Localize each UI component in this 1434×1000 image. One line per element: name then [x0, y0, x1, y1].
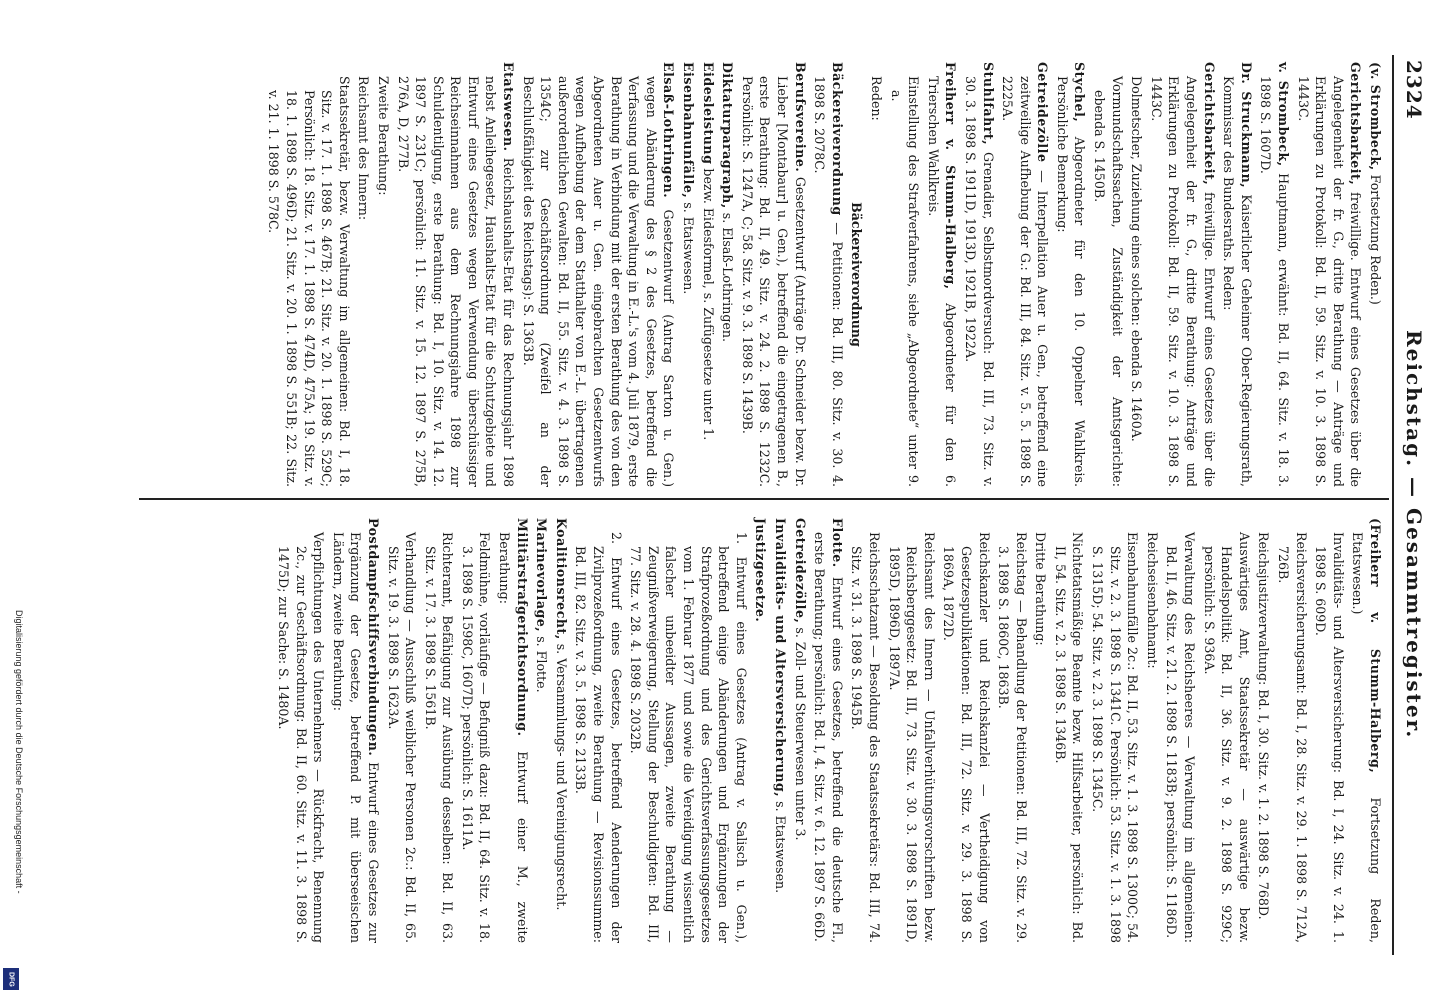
entry-text: Reichsamt des Innern: [356, 76, 372, 221]
register-entry [679, 62, 697, 487]
entry-text: Reichsversicherungsamt: Bd. I, 28. Sitz. v. 29. 1. 1898 S. 712A, 726B. [1276, 532, 1309, 943]
register-entry [1366, 62, 1384, 487]
register-entry [552, 518, 570, 943]
entry-text: Richteramt, Befähigung zur Ausübung desselben: Bd. II, 63. Sitz. v. 17. 3. 1898 S. 1561B. [422, 532, 456, 943]
entry-text: s. Versammlungs- und Vereinigungsrecht. [553, 639, 569, 911]
entry-text: Gesetzentwurf (Antrag Sarton u. Gen.) wegen Abänderung des § 2 des Gesetzes, betreffend die Verfassung und die Verwaltung in E.-L.'s vom 4. Juli 1879, erste Berathung in Verbindung mit der ersten Berathung des von den Abgeordneten Auer u. Gen. eingebrachten Gesetzentwurfs wegen Aufhebung der dem Statthalter von E.-L. übertragenen außerordentlichen Gewalten: Bd. II, 55. Sitz. v. 4. 3. 1898 S. 1354C; zur Geschäftsordnung (Zweifel an der Beschlußfähigkeit des Reichstags): S. 1363B. [520, 76, 677, 487]
entry-text: s. Etatswesen. [773, 797, 788, 894]
entry-text: Reichsamt des Innern — Unfallverhütungsvorschriften bezw. Reichsberggesetz: Bd. III, 73. Sitz. v. 30. 3. 1898 S. 1891D, 1895D, 1896D, 1897A. [886, 532, 937, 943]
register-entry [1349, 518, 1384, 943]
register-entry [1274, 518, 1309, 943]
right-column [272, 518, 1384, 943]
entry-text: 1. Entwurf eines Gesetzes (Antrag v. Salisch u. Gen.), betreffend einige Abänderungen und Ergänzungen der Strafprozeßordnung und des Gerichtsverfassungsgesetzes vom 1. Februar 1877 und sowie die Vereidigung wissentlich falscher unbeeidter Aussagen, zweite Berathung — Zeugnißverweigerung, Stellung der Beschuldigten: Bd. III, 77. Sitz. v. 28. 4. 1898 S. 2032B. [628, 532, 749, 943]
page-number: 2324 [1402, 60, 1426, 120]
entry-text: Gesetzentwurf (Anträge Dr. Schneider bezw. Dr. Lieber [Montabaur] u. Gen.), betreffend die eingetragenen B., erste Berathung: Bd. II, 49. Sitz. v. 24. 2. 1898 S. 1232C. Persönlich: S. 1247A, C; 58. Sitz. v. 9. 3. 1898 S. 1439B. [739, 76, 808, 487]
entry-headword: v. Strombeck, [1276, 62, 1292, 167]
entry-headword: Dr. Struckmann, [1238, 62, 1254, 189]
entry-text: Einstellung des Strafverfahrens, siehe „Abgeordnete“ unter 9. a. [888, 76, 922, 487]
register-entry [885, 518, 938, 943]
register-entry [374, 62, 392, 487]
entry-text: Reichstag — Behandlung der Petitionen: Bd. III, 72. Sitz. v. 29. 3. 1898 S. 1860C, 1863B. [996, 532, 1029, 943]
register-entry [1255, 518, 1273, 943]
entry-headword: Invaliditäts- und Altersversicherung, [773, 518, 788, 798]
entry-text: freiwillige. Entwurf eines Gesetzes über die Angelegenheit der fr. G., dritte Berathung — Anträge und Erklärungen zu Protokoll: Bd. II, 59. Sitz. v. 10. 3. 1898 S. 1443C. [1295, 76, 1364, 487]
entry-headword: Diktaturparagraph, [720, 62, 736, 209]
register-entry [1163, 518, 1198, 943]
entry-text: Invaliditäts- und Altersversicherung: Bd. I, 24. Sitz. v. 24. 1. 1898 S. 609D. [1313, 532, 1346, 943]
entry-text: Nichtetatsmäßige Beamte bezw. Hilfsarbeiter, persönlich: Bd. II, 54. Sitz. v. 2. 3. 1898 S. 1346B. [1052, 532, 1086, 943]
entry-text: bezw. Eidesformel, s. Zufügesetze unter 1. [700, 164, 716, 441]
entry-headword: Militärstrafgerichtsordnung. [514, 518, 530, 737]
entry-headword: Justizgesetze. [753, 518, 769, 623]
entry-text: Entwurf einer M., zweite Berathung: [497, 532, 530, 943]
register-entry [1220, 62, 1255, 487]
register-entry [1200, 518, 1253, 943]
entry-headword: Postdampfschiffsverbindungen. [365, 518, 381, 757]
register-entry [384, 518, 419, 943]
register-entry [867, 62, 885, 487]
entry-text: freiwillige. Entwurf eines Gesetzes über die Angelegenheit der fr. G., dritte Berathung: Anträge und Erklärungen zu Protokoll: Bd. II, 59. Sitz. v. 10. 3. 1898 S. 1443C. [1148, 76, 1217, 487]
section-heading: Bäckereiverordnung [849, 202, 865, 347]
register-entry [1147, 62, 1217, 487]
entry-headword: Berufsvereine. [792, 62, 808, 173]
entry-text: Dritte Berathung: [1033, 532, 1049, 646]
entry-headword: Freiherr v. Stumm-Halberg, [943, 62, 959, 290]
entry-text: Reichskanzler und Reichskanzlei — Vertheidigung von Gesetzespublikationen: Bd. III, 72. Sitz. v. 29. 3. 1898 S. 1869A, 1872D. [941, 532, 992, 943]
entry-headword: Gerichtsbarkeit, [1348, 62, 1364, 186]
register-entry [791, 518, 809, 943]
register-entry [458, 518, 493, 943]
register-entry [811, 518, 846, 943]
entry-headword: (Freiherr v. Stumm-Halberg, [1368, 518, 1383, 774]
register-entry [394, 62, 517, 487]
entry-text: Reichsjustizverwaltung: Bd. I, 30. Sitz. v. 1. 2. 1898 S. 768D. [1256, 532, 1272, 920]
register-entry [771, 518, 789, 943]
register-entry [265, 62, 353, 487]
entry-text: Entwurf eines Gesetzes, betreffend die deutsche Fl., erste Berathung; persönlich: Bd. I, 4. Sitz. v. 6. 12. 1897 S. 66D. [812, 532, 845, 943]
register-entry [519, 62, 677, 487]
entry-text: Reichsschatzamt — Besoldung des Staatssekretärs: Bd. III, 74. Sitz. v. 31. 3. 1898 S. 1945B. [849, 532, 882, 943]
entry-headword: Marinevorlage, [534, 518, 550, 633]
dfg-logo: DFG [3, 968, 19, 990]
entry-headword: Eidesleistung [700, 62, 716, 165]
register-entry [572, 518, 625, 943]
entry-text: Abgeordneter für den 6. Trierschen Wahlkreis. [925, 76, 959, 487]
register-entry [961, 62, 996, 487]
register-entry [1294, 62, 1364, 487]
entry-headword: Eisenbahnunfälle, [681, 62, 697, 199]
entry-text: 2. Entwurf eines Gesetzes, betreffend Aenderungen der Zivilprozeßordnung, zweite Berathung — Revisionssumme: Bd. III, 82. Sitz. v. 3. 5. 1898 S. 2133B. [573, 532, 624, 943]
register-entry [995, 518, 1030, 943]
register-entry [752, 518, 770, 943]
left-column [263, 62, 1384, 487]
entry-text: Vormundschaftssachen, Zuständigkeit der Amtsgerichte: ebenda S. 1450B. [1092, 76, 1125, 487]
entry-headword: Bäckereiverordnung [829, 62, 845, 216]
entry-text: Reden: [868, 76, 884, 121]
entry-headword: Getreidezölle, [792, 518, 808, 624]
entry-text: s. Elsaß-Lothringen. [720, 208, 736, 342]
entry-text: Feldmühne, vorläufige — Befugniß dazu: Bd. II, 64. Sitz. v. 18. 3. 1898 S. 1598C, 1607D; persönlich: S. 1611A. [459, 532, 493, 943]
register-entry [1143, 518, 1161, 943]
register-entry [738, 62, 808, 487]
entry-headword: Flotte. [829, 518, 845, 568]
entry-text: Hauptmann, erwähnt: Bd. II, 64. Sitz. v. 18. 3. 1898 S. 1607D. [1258, 76, 1292, 487]
entry-text: Entwurf eines Gesetzes zur Ergänzung der Gesetze, betreffend P. mit überseeischen Ländern, zweite Berathung: [330, 532, 381, 943]
entry-text: Auswärtiges Amt, Staatssekretär — auswärtige bezw. Handelspolitik: Bd. II, 36. Sitz. v. 9. 2. 1898 S. 929C; persönlich: S. 936A. [1201, 532, 1252, 943]
register-entry [719, 62, 737, 487]
register-entry [999, 62, 1052, 487]
entry-text: Eisenbahnunfälle 2c.: Bd. II, 53. Sitz. v. 1. 3. 1898 S. 1300C; 54. Sitz. v. 2. 3. 1898 S. 1341C. Persönlich: 53. Sitz. v. 1. 3. 1898 S. 1315D; 54. Sitz. v. 2. 3. 1898 S. 1345C. [1090, 532, 1141, 943]
column-divider [139, 498, 1389, 500]
entry-text: Fortsetzung Reden, Etatswesen.) [1350, 532, 1383, 943]
entry-text: Verwaltung des Reichsheeres — Verwaltung im allgemeinen: Bd. II, 46. Sitz. v. 21. 2. 1898 S. 1183B; persönlich: S. 1186D. [1164, 532, 1198, 943]
register-entry [1091, 62, 1126, 487]
digitization-note-text: Digitalisierung gefördert durch die Deutsche Forschungsgemeinschaft - [14, 610, 24, 894]
entry-headword: Stychel, [1072, 62, 1088, 123]
entry-text: — Petitionen: Bd. III, 80. Sitz. v. 30. 4. 1898 S. 2078C. [812, 76, 845, 487]
register-entry [421, 518, 456, 943]
entry-text: Fortsetzung Reden.) [1368, 170, 1383, 305]
register-entry [496, 518, 531, 943]
running-head: Reichstag. — Gesammtregister. [1402, 330, 1426, 740]
register-entry [924, 62, 959, 487]
register-entry [1053, 62, 1088, 487]
register-entry [329, 518, 382, 943]
entry-text: Verpflichtungen des Unternehmers — Rückfracht, Benennung 2c., zur Geschäftsordnung: Bd. II, 60. Sitz. v. 11. 3. 1898 S. 1475D; zur Sache: S. 1480A. [275, 532, 327, 943]
register-entry [274, 518, 327, 943]
entry-text: Dolmetscher, Zuziehung eines solchen: ebenda S. 1460A. [1129, 76, 1145, 442]
register-entry [1051, 518, 1086, 943]
entry-text: Grenadier, Selbstmordversuch: Bd. III, 73. Sitz. v. 30. 3. 1898 S. 1911D, 1913D, 1921B, 1922A. [962, 76, 996, 487]
register-entry [1312, 518, 1347, 943]
entry-text: Staatssekretär, bezw. Verwaltung im allgemeinen: Bd. I, 18. Sitz. v. 17. 1. 1898 S. 467B; 21. Sitz. v. 20. 1. 1898 S. 529C; Persönlich: 18. Sitz. v. 17. 1. 1898 S. 474D, 475A; 19. Sitz. v. 18. 1. 1898 S. 496D; 21. Sitz. v. 20. 1. 1898 S. 551B; 22. Sitz. v. 21. 1. 1898 S. 578C. [266, 76, 352, 487]
entry-headword: Gerichtsbarkeit, [1201, 62, 1217, 186]
entry-headword: Elsaß-Lothringen. [661, 62, 677, 199]
register-entry [1089, 518, 1142, 943]
register-entry [940, 518, 993, 943]
register-entry [355, 62, 373, 487]
register-entry [887, 62, 922, 487]
entry-text: Abgeordneter für den 10. Oppelner Wahlkreis. Persönliche Bemerkung: [1054, 76, 1088, 487]
entry-headword: Stuhlfahrt, [980, 62, 996, 146]
header-rule [1392, 55, 1394, 955]
entry-headword: Koalitionsrecht, [553, 518, 569, 640]
entry-text: Reichseisenbahnamt: [1144, 532, 1160, 669]
entry-text: Kaiserlicher Geheimer Ober-Regierungsrath, Kommissar des Bundesraths. Reden: [1221, 76, 1254, 487]
entry-text: Zweite Berathung: [375, 76, 391, 196]
register-entry [811, 62, 846, 487]
entry-text: s. Zoll- und Steuerwesen unter 3. [792, 623, 808, 841]
register-entry [1257, 62, 1292, 487]
register-entry [699, 62, 717, 487]
entry-headword: Etatswesen. [501, 62, 517, 152]
entry-headword: Getreidezölle [1035, 62, 1051, 163]
register-entry [1032, 518, 1050, 943]
register-entry [848, 518, 883, 943]
register-entry [1128, 62, 1146, 487]
register-entry [533, 518, 551, 943]
entry-headword: (v. Strombeck, [1368, 62, 1383, 171]
entry-text: Reichshaushalts-Etat für das Rechnungsjahr 1898 nebst Anleihegesetz, Haushalts-Etat für die Schutzgebiete und Entwurf eines Gesetzes wegen Verwendung überschüssiger Reichseinnahmen aus dem Rechnungsjahre 1898 zur Schuldentilgung, erste Berathung: Bd. I, 10. Sitz. v. 14. 12. 1897 S. 231C; persönlich: 11. Sitz. v. 15. 12. 1897 S. 275B, 276A, D, 277B. [395, 76, 517, 487]
entry-text: s. Etatswesen. [681, 198, 697, 295]
register-entry [627, 518, 750, 943]
entry-text: s. Flotte. [534, 632, 550, 693]
entry-text: — Interpellation Auer u. Gen., betreffend eine zeitweilige Aufhebung der G.: Bd. III, 84. Sitz. v. 5. 5. 1898 S. 2225A. [1000, 76, 1051, 487]
entry-text: Verhandlung — Ausschluß weiblicher Personen 2c.: Bd. II, 65. Sitz. v. 19. 3. 1898 S. 1623A. [385, 532, 419, 943]
